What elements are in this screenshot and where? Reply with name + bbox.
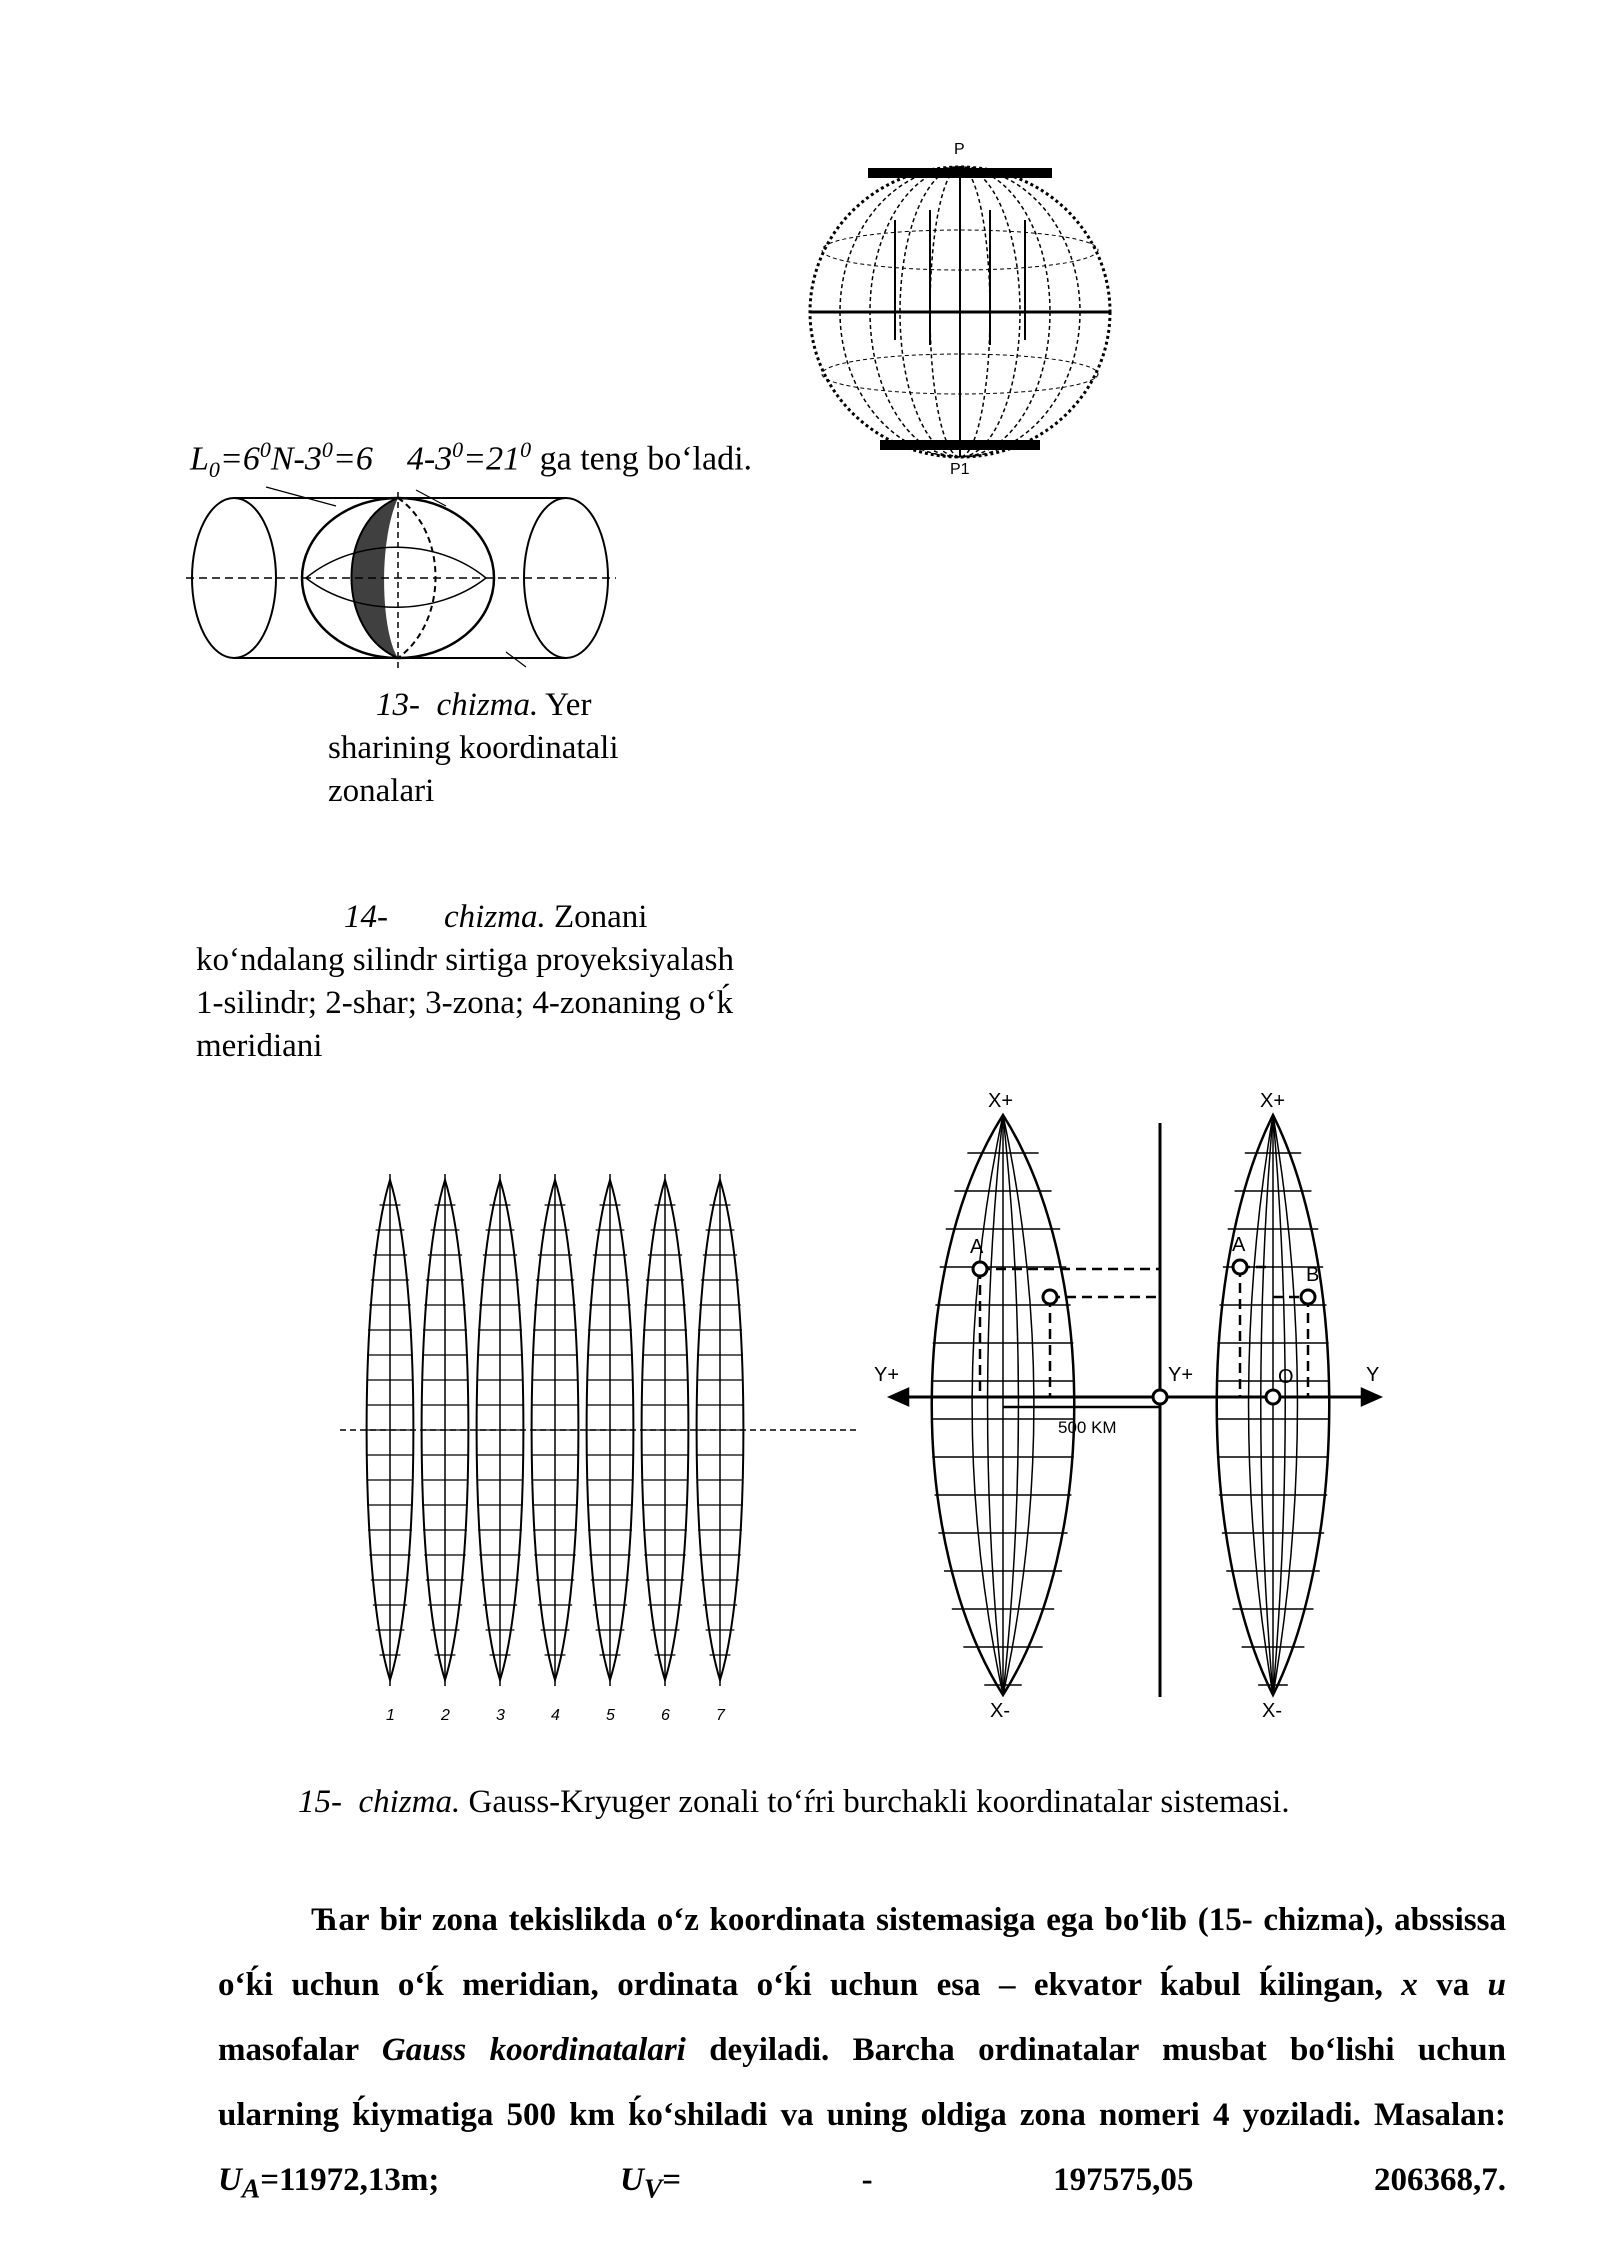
para-ua-sub: A: [241, 2172, 261, 2204]
zone-number-2: 2: [441, 1707, 450, 1724]
formula-n: N-3: [270, 440, 322, 478]
caption-15-word: chizma.: [358, 1784, 461, 1820]
formula-sup2: 0: [321, 437, 333, 462]
zone-gore-2: [421, 1174, 469, 1724]
formula-line: [190, 437, 752, 483]
gk-point-a-left: A: [970, 1236, 984, 1258]
caption-15-text: Gauss-Kryuger zonali to‘ŕri burchakli koordinatalar sistemasi.: [460, 1784, 1290, 1820]
gk-origin: O: [1278, 1366, 1294, 1388]
caption-13: [328, 684, 673, 813]
globe-figure: [800, 140, 1120, 480]
para-ua: U: [218, 2162, 242, 2198]
gk-point-b: B: [1306, 1264, 1320, 1286]
caption-14-word: chizma.: [444, 899, 546, 935]
body-paragraph: [218, 1888, 1506, 2221]
caption-14: [196, 896, 746, 1068]
para-part-4: deyiladi. Barcha ordinatalar musbat bo‘lishi uchun ularning ḱiymatiga 500 km ḱo‘shiladi va uning oldiga zona nomeri 4 yoziladi. Masalan:: [218, 2032, 1506, 2133]
caption-13-number: 13-: [376, 687, 420, 723]
zone-gore-5: [586, 1174, 634, 1724]
zone-number-3: 3: [496, 1707, 505, 1724]
para-uv-sub: V: [643, 2172, 663, 2204]
gk-xplus-right: X+: [1260, 1090, 1286, 1112]
zone-number-7: 7: [716, 1707, 725, 1724]
gk-y-axis: Y: [1366, 1364, 1380, 1386]
gauss-kruger-figure: [868, 1085, 1388, 1725]
cylinder-figure: [186, 482, 616, 672]
caption-14-number: 14-: [344, 899, 388, 935]
formula-tail: ga teng bo‘ladi.: [531, 440, 753, 478]
caption-14-text: Zonani ko‘ndalang silindr sirtiga proyeksiyalash 1-silindr; 2-shar; 3-zona; 4-zonaning o‘ḱ meridiani: [196, 899, 734, 1064]
formula-l0-sub: 0: [208, 457, 220, 483]
zone-number-1: 1: [386, 1707, 395, 1724]
para-part-1: Ћar bir zona tekislikda o‘z koordinata sistemasiga ega bo‘lib (15- chizma), abssissa o‘ḱi uchun o‘ḱ meridian, ordinata o‘ḱi uchun esa – ekvator ḱabul ḱilingan,: [218, 1902, 1506, 2003]
zone-gore-3: [476, 1174, 524, 1724]
gk-point-a-right: A: [1232, 1234, 1246, 1256]
gk-xminus-right: X-: [1262, 1700, 1282, 1722]
zone-number-5: 5: [606, 1707, 615, 1724]
gk-xplus-left: X+: [988, 1090, 1014, 1112]
formula-eq1: =6: [219, 440, 260, 478]
formula-sup1: 0: [259, 437, 271, 462]
para-part-5: =11972,13m;: [260, 2162, 620, 2198]
para-u: u: [1487, 1967, 1507, 2003]
zone-gore-6: [641, 1174, 689, 1724]
formula-sup3: 0: [452, 437, 464, 462]
para-part-2: va: [1417, 1967, 1488, 2003]
para-gauss: Gauss koordinatalari: [381, 2032, 686, 2068]
zone-gore-7: [696, 1174, 744, 1724]
globe-top-label: P: [954, 141, 965, 158]
para-x: x: [1401, 1967, 1418, 2003]
zone-gore-1: [366, 1174, 414, 1724]
formula-sup4: 0: [520, 437, 532, 462]
formula-eq2: =6: [332, 440, 373, 478]
formula-eq3: =21: [463, 440, 521, 478]
para-part-3: masofalar: [218, 2032, 382, 2068]
formula-gap: 4-3: [406, 440, 453, 478]
caption-15-number: 15-: [298, 1784, 342, 1820]
gk-yplus-right: Y+: [1168, 1364, 1194, 1386]
zone-number-4: 4: [551, 1707, 560, 1724]
para-uv: U: [620, 2162, 644, 2198]
caption-15: [298, 1781, 1290, 1824]
caption-13-word: chizma.: [436, 687, 539, 723]
gk-xminus-left: X-: [990, 1700, 1010, 1722]
zone-gore-4: [531, 1174, 579, 1724]
gk-yplus-left: Y+: [874, 1364, 900, 1386]
para-part-6: = - 197575,05 206368,7.: [662, 2162, 1507, 2198]
zone-gores-figure: [340, 1140, 860, 1740]
zone-number-6: 6: [661, 1707, 670, 1724]
gk-500km: 500 KM: [1058, 1418, 1117, 1437]
globe-bottom-label: P1: [950, 461, 970, 478]
formula-l0: L: [190, 440, 209, 478]
caption-13-text: Yer sharining koordinatali zonalari: [328, 687, 619, 809]
